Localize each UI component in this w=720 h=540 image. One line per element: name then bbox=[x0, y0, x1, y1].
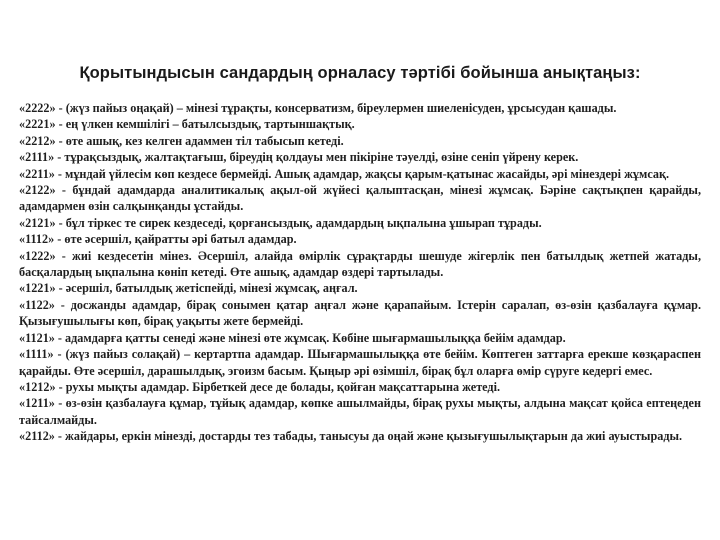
paragraph-2122: «2122» - бұндай адамдарда аналитикалық ақыл-ой жүйесі қалыптасқан, мінезі жұмсақ. Бәріне сақтықпен қарайды, адамдармен өзін салқынқанды ұстайды. bbox=[19, 183, 701, 214]
paragraph-1221: «1221» - әсершіл, батылдық жетіспейді, мінезі жұмсақ, аңғал. bbox=[19, 281, 358, 296]
paragraph-2211: «2211» - мұндай үйлесім көп кездесе бермейді. Ашық адамдар, жақсы қарым-қатынас жасайды, әрі мінездері жұмсақ. bbox=[19, 166, 670, 181]
paragraph-1212: «1212» - рухы мықты адамдар. Бірбеткей десе де болады, қойған мақсаттарына жетеді. bbox=[19, 379, 501, 394]
paragraph-1121: «1121» - адамдарға қатты сенеді және мінезі өте жұмсақ. Көбіне шығармашылыққа бейім адамдар. bbox=[19, 330, 566, 345]
paragraph-2111: «2111» - тұрақсыздық, жалтақтағыш, біреудің қолдауы мен пікіріне тәуелді, өзіне сеніп үйрену керек. bbox=[19, 150, 579, 165]
paragraph-2112: «2112» - жайдары, еркін мінезді, достарды тез табады, танысуы да оңай және қызығушылықтарын да жиі ауыстырады. bbox=[19, 429, 683, 444]
paragraph-2221: «2221» - ең үлкен кемшілігі – батылсыздық, тартыншақтық. bbox=[19, 117, 355, 132]
paragraph-1111: «1111» - (жүз пайыз солақай) – кертартпа адамдар. Шығармашылыққа өте бейім. Көптеген заттарға ерекше көзқараспен қарайды. Өте әсершіл, дарашылдық, эгоизм басым. Қыңыр әрі өзімшіл, бірақ бұл оларға өмір сүруге кедергі емес. bbox=[19, 347, 701, 378]
paragraph-1112: «1112» - өте әсершіл, қайратты әрі батыл адамдар. bbox=[19, 232, 297, 247]
paragraph-1222: «1222» - жиі кездесетін мінез. Әсершіл, алайда өмірлік сұрақтарды шешуде жігерлік пен батылдық жетпей жатады, басқалардың ықпалына көніп кетеді. Өте ашық, адамдар өздері тартылады. bbox=[19, 248, 701, 280]
paragraph-1122: «1122» - досжанды адамдар, бірақ сонымен қатар аңғал және қарапайым. Істерін саралап, өз-өзін қазбалауға құмар. Қызығушылығы көп, бірақ уақыты жете бермейді. bbox=[19, 297, 701, 329]
document-title: Қорытындысын сандардың орналасу тәртібі бойынша анықтаңыз: bbox=[79, 64, 641, 82]
paragraph-2222: «2222» - (жүз пайыз оңақай) – мінезі тұрақты, консерватизм, біреулермен шиеленісуден, ұрсысудан қашады. bbox=[19, 101, 617, 115]
paragraph-2121: «2121» - бұл тіркес те сирек кездеседі, қорғансыздық, адамдардың ықпалына ұшырап тұрады. bbox=[19, 215, 542, 230]
paragraph-1211: «1211» - өз-өзін қазбалауға құмар, тұйық адамдар, көпке ашылмайды, бірақ рухы мықты, алдына мақсат қойса ептеңеден тайсалмайды. bbox=[19, 396, 701, 427]
paragraph-2212: «2212» - өте ашық, кез келген адаммен тіл табысып кетеді. bbox=[19, 133, 344, 148]
document-body bbox=[19, 100, 701, 445]
